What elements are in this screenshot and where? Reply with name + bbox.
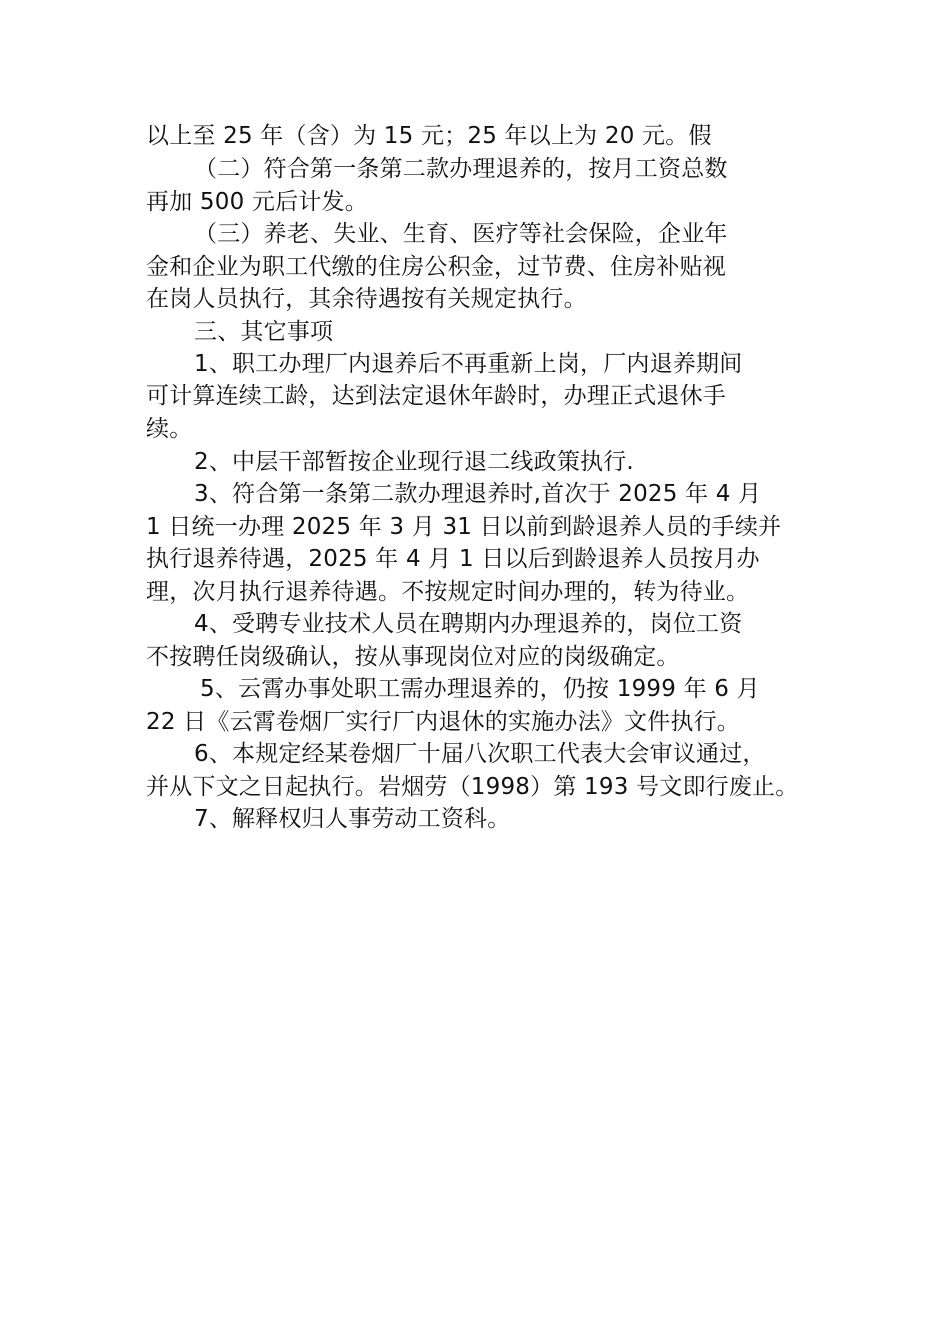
text-line: （二）符合第一条第二款办理退养的，按月工资总数 [194,156,728,182]
text-line: 并从下文之日起执行。岩烟劳（1998）第 193 号文即行废止。 [146,774,799,800]
text-line: 1、职工办理厂内退养后不再重新上岗，厂内退养期间 [194,351,743,377]
text-line: 以上至 25 年（含）为 15 元；25 年以上为 20 元。假 [146,123,712,149]
text-line: 22 日《云霄卷烟厂实行厂内退休的实施办法》文件执行。 [146,709,740,735]
text-line: 不按聘任岗级确认，按从事现岗位对应的岗级确定。 [146,644,680,670]
text-line: （三）养老、失业、生育、医疗等社会保险，企业年 [194,221,728,247]
text-line: 3、符合第一条第二款办理退养时,首次于 2025 年 4 月 [194,481,762,507]
text-line: 4、受聘专业技术人员在聘期内办理退养的，岗位工资 [194,611,743,637]
text-line: 5、云霄办事处职工需办理退养的，仍按 1999 年 6 月 [200,676,760,702]
text-line: 7、解释权归人事劳动工资科。 [194,806,511,832]
text-line: 可计算连续工龄，达到法定退休年龄时，办理正式退休手 [146,383,726,409]
text-line: 续。 [146,416,193,442]
text-line: 理，次月执行退养待遇。不按规定时间办理的，转为待业。 [146,579,750,605]
text-line: 再加 500 元后计发。 [146,189,368,215]
text-line: 1 日统一办理 2025 年 3 月 31 日以前到龄退养人员的手续并 [146,514,782,540]
text-line: 执行退养待遇，2025 年 4 月 1 日以后到龄退养人员按月办 [146,546,760,572]
text-line: 6、本规定经某卷烟厂十届八次职工代表大会审议通过， [194,741,766,767]
section-heading: 三、其它事项 [194,319,334,345]
text-line: 2、中层干部暂按企业现行退二线政策执行. [194,449,634,475]
text-line: 金和企业为职工代缴的住房公积金，过节费、住房补贴视 [146,254,726,280]
text-line: 在岗人员执行，其余待遇按有关规定执行。 [146,286,587,312]
